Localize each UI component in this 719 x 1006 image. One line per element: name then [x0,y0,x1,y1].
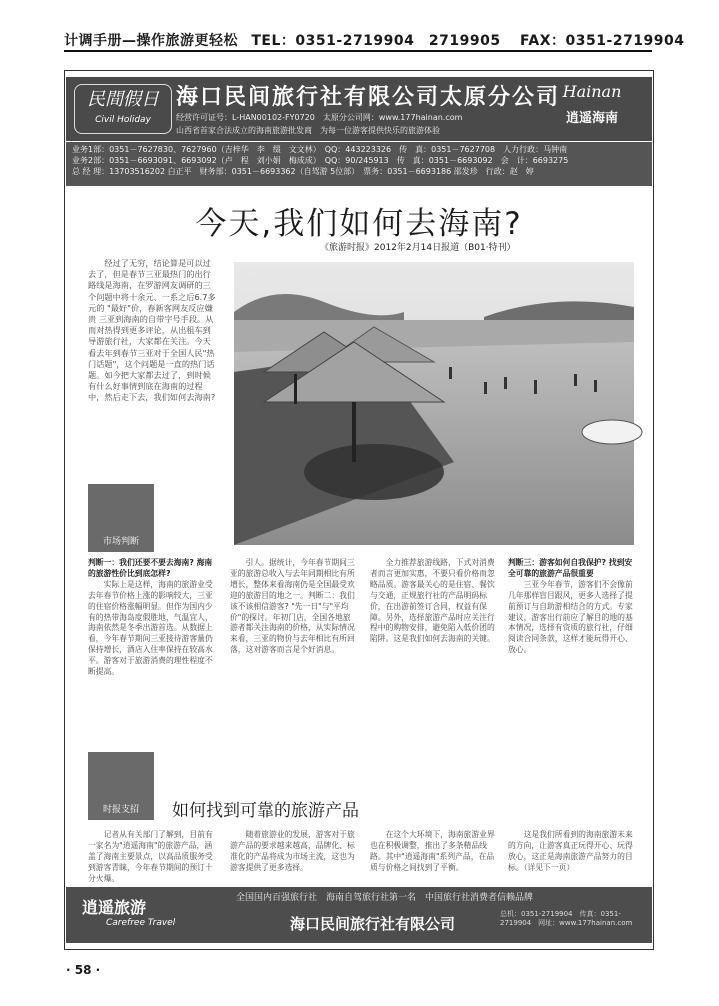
header-fax: 0351-2719904 [565,33,685,49]
ad-company-name: 海口民间旅行社有限公司太原分公司 [176,84,561,110]
hainan-script-text: Hainan [562,82,622,101]
ad-tagline: 山西省首家合法成立的海南旅游批发商 为每一位游客提供快乐的旅游体验 [176,126,440,135]
tag-market-judgement: 市场判断 [88,484,154,552]
column-text: 引人。据统计，今年春节期间三亚的旅游总收入与去年同期相比有所增长，整体来看海南仍是全国最受欢迎的旅游目的地之一。判断二：我们该不该相信游客? "先一日"与"平均价"的探讨。年初门店，全国各地旅游者都关注海南的价格，从实际情况来看，三亚的物价与去年相比有所回落，这对游客而言是个好消息。 [230,558,355,655]
hainan-logo [538,82,646,134]
section-subhead: 如何找到可靠的旅游产品 [172,801,359,821]
article-column [230,558,358,748]
hainan-cn-text: 逍遥海南 [565,111,618,126]
header-contact-bar [64,30,685,52]
bottom-text: 记者从有关部门了解到，目前有一家名为"逍遥海南"的旅游产品，涵盖了海南主要景点，以高品质服务受到游客青睐，今年春节期间的预订十分火爆。 [88,830,213,883]
column-text: 三亚今年春节，游客们不会像前几年那样盲目跟风，更多人选择了提前预订与自助游相结合的方式。专家建议，游客出行前应了解目的地的基本情况，选择有资质的旅行社，仔细阅读合同条款，这样才能玩得开心、放心。 [508,579,633,655]
bottom-text: 随着旅游业的发展，游客对于旅游产品的要求越来越高，品牌化、标准化的产品将成为市场主流，这也为游客提供了更多选择。 [230,830,355,872]
tag-times-tips: 时报支招 [88,752,154,820]
bottom-column [370,830,498,884]
page-number: · 58 · [66,963,101,977]
article-intro: 经过了无穷，结论算是可以过去了，但是春节三亚最热门的出行路线是海南，在罗游网友调研的三个问题中将十余元、一系之后6.7多元的 "最好"价，春新客网友反应嫌贵 三亚到海南的自带字号手段。从而对热得到更多评论，从出租车到导游旅行社，大家都在关注。今天看去年到春节三亚对于全国人民"热门话题"，这个问题是一直的热门话题。如今把大家都去过了，到时候有什么好事情到底在海南的过程中，然后走下去，我们如何去海南? [88,258,216,403]
column-question: 判断三：游客如何自我保护? 找到安全可靠的旅游产品很重要 [508,558,633,578]
column-text: 实际上是这样，海南的旅游业受去年春节价格上涨的影响较大，三亚的住宿价格涨幅明显。但作为国内少有的热带海岛度假胜地，气温宜人，海南依然是冬季出游首选。从数据上看，今年春节期间三亚接待游客量仍保持增长，酒店入住率保持在较高水平。游客对于旅游消费的理性程度不断提高。 [88,579,213,677]
column-text: 全力推荐旅游线路，下式对消费者而言更加实惠，不要只看价格而忽略品质。游客最关心的是住宿、餐饮与交通，正规旅行社的产品明码标价，在出游前签订合同，权益有保障。另外，选择旅游产品时应关注行程中的购物安排，避免陷入低价团的陷阱。这是我们如何去海南的关键。 [370,558,495,644]
footer-logo-cn: 逍遥旅游 [82,898,147,917]
footer-slogan: 全国国内百强旅行社 海南自驾旅行社第一名 中国旅行社消费者信赖品牌 [236,893,534,903]
footer-logo-en: Carefree Travel [106,918,176,928]
civil-holiday-logo [74,84,172,134]
ad-info-line: 业务2部：0351－6693091、6693092（卢 程 刘小娟 梅成成） QQ：90/245913 传 真：0351－6693092 会 计：6693275 [72,156,569,165]
header-slogan: 计调手册—操作旅游更轻松 [64,33,238,49]
beach-photo [234,262,634,545]
bottom-text: 这是我们所看到的海南旅游未来的方向，让游客真正玩得开心、玩得放心，这正是海南旅游产品努力的目标。（详见下一页） [508,830,633,872]
column-question: 判断一：我们还要不要去海南? 海南的旅游性价比到底怎样? [88,558,213,578]
header-tel: 0351-2719904 2719905 [295,33,501,49]
carefree-travel-logo [82,895,232,935]
bottom-text: 在这个大环境下，海南旅游业界也在积极调整，推出了多条精品线路。其中"逍遥海南"系列产品，在品质与价格之间找到了平衡。 [370,830,495,872]
logo-cn-text: 民間假日 [87,89,159,110]
footer-contact: 总机：0351-2719904 传真：0351-2719904 网址：www.177hainan.com [500,910,633,927]
header-divider [64,50,652,52]
ad-info-line: 总 经 理：13703516202 白正平 财务部：0351－6693362（自驾游 5位部） 票务：0351－6693186 邵发珍 行政：赵 婷 [72,167,534,176]
header-tel-label: TEL： [251,33,296,49]
bottom-column [88,830,216,884]
bottom-column [230,830,358,884]
ad-license-line: 经营许可证号：L-HAN00102-FY0720 太原分公司网：www.177hainan.com [176,113,463,122]
article-column [370,558,498,748]
ad-info-line: 业务1部：0351－7627830、7627960（吉梓华 李 缀 文文林） QQ：443223326 传 真：0351－7627708 人力行政：马钟南 [72,145,568,154]
bottom-column [508,830,636,884]
footer-company: 海口民间旅行社有限公司 [290,915,456,933]
article-column [88,558,216,742]
header-fax-label: FAX： [519,33,566,49]
ad-contact-info [66,142,652,186]
article-headline: 今天,我们如何去海南? [195,206,523,242]
article-column [508,558,636,748]
article-source: 《旅游时报》2012年2月14日报道（B01·特刊） [320,243,516,253]
logo-en-text: Civil Holiday [95,115,151,125]
